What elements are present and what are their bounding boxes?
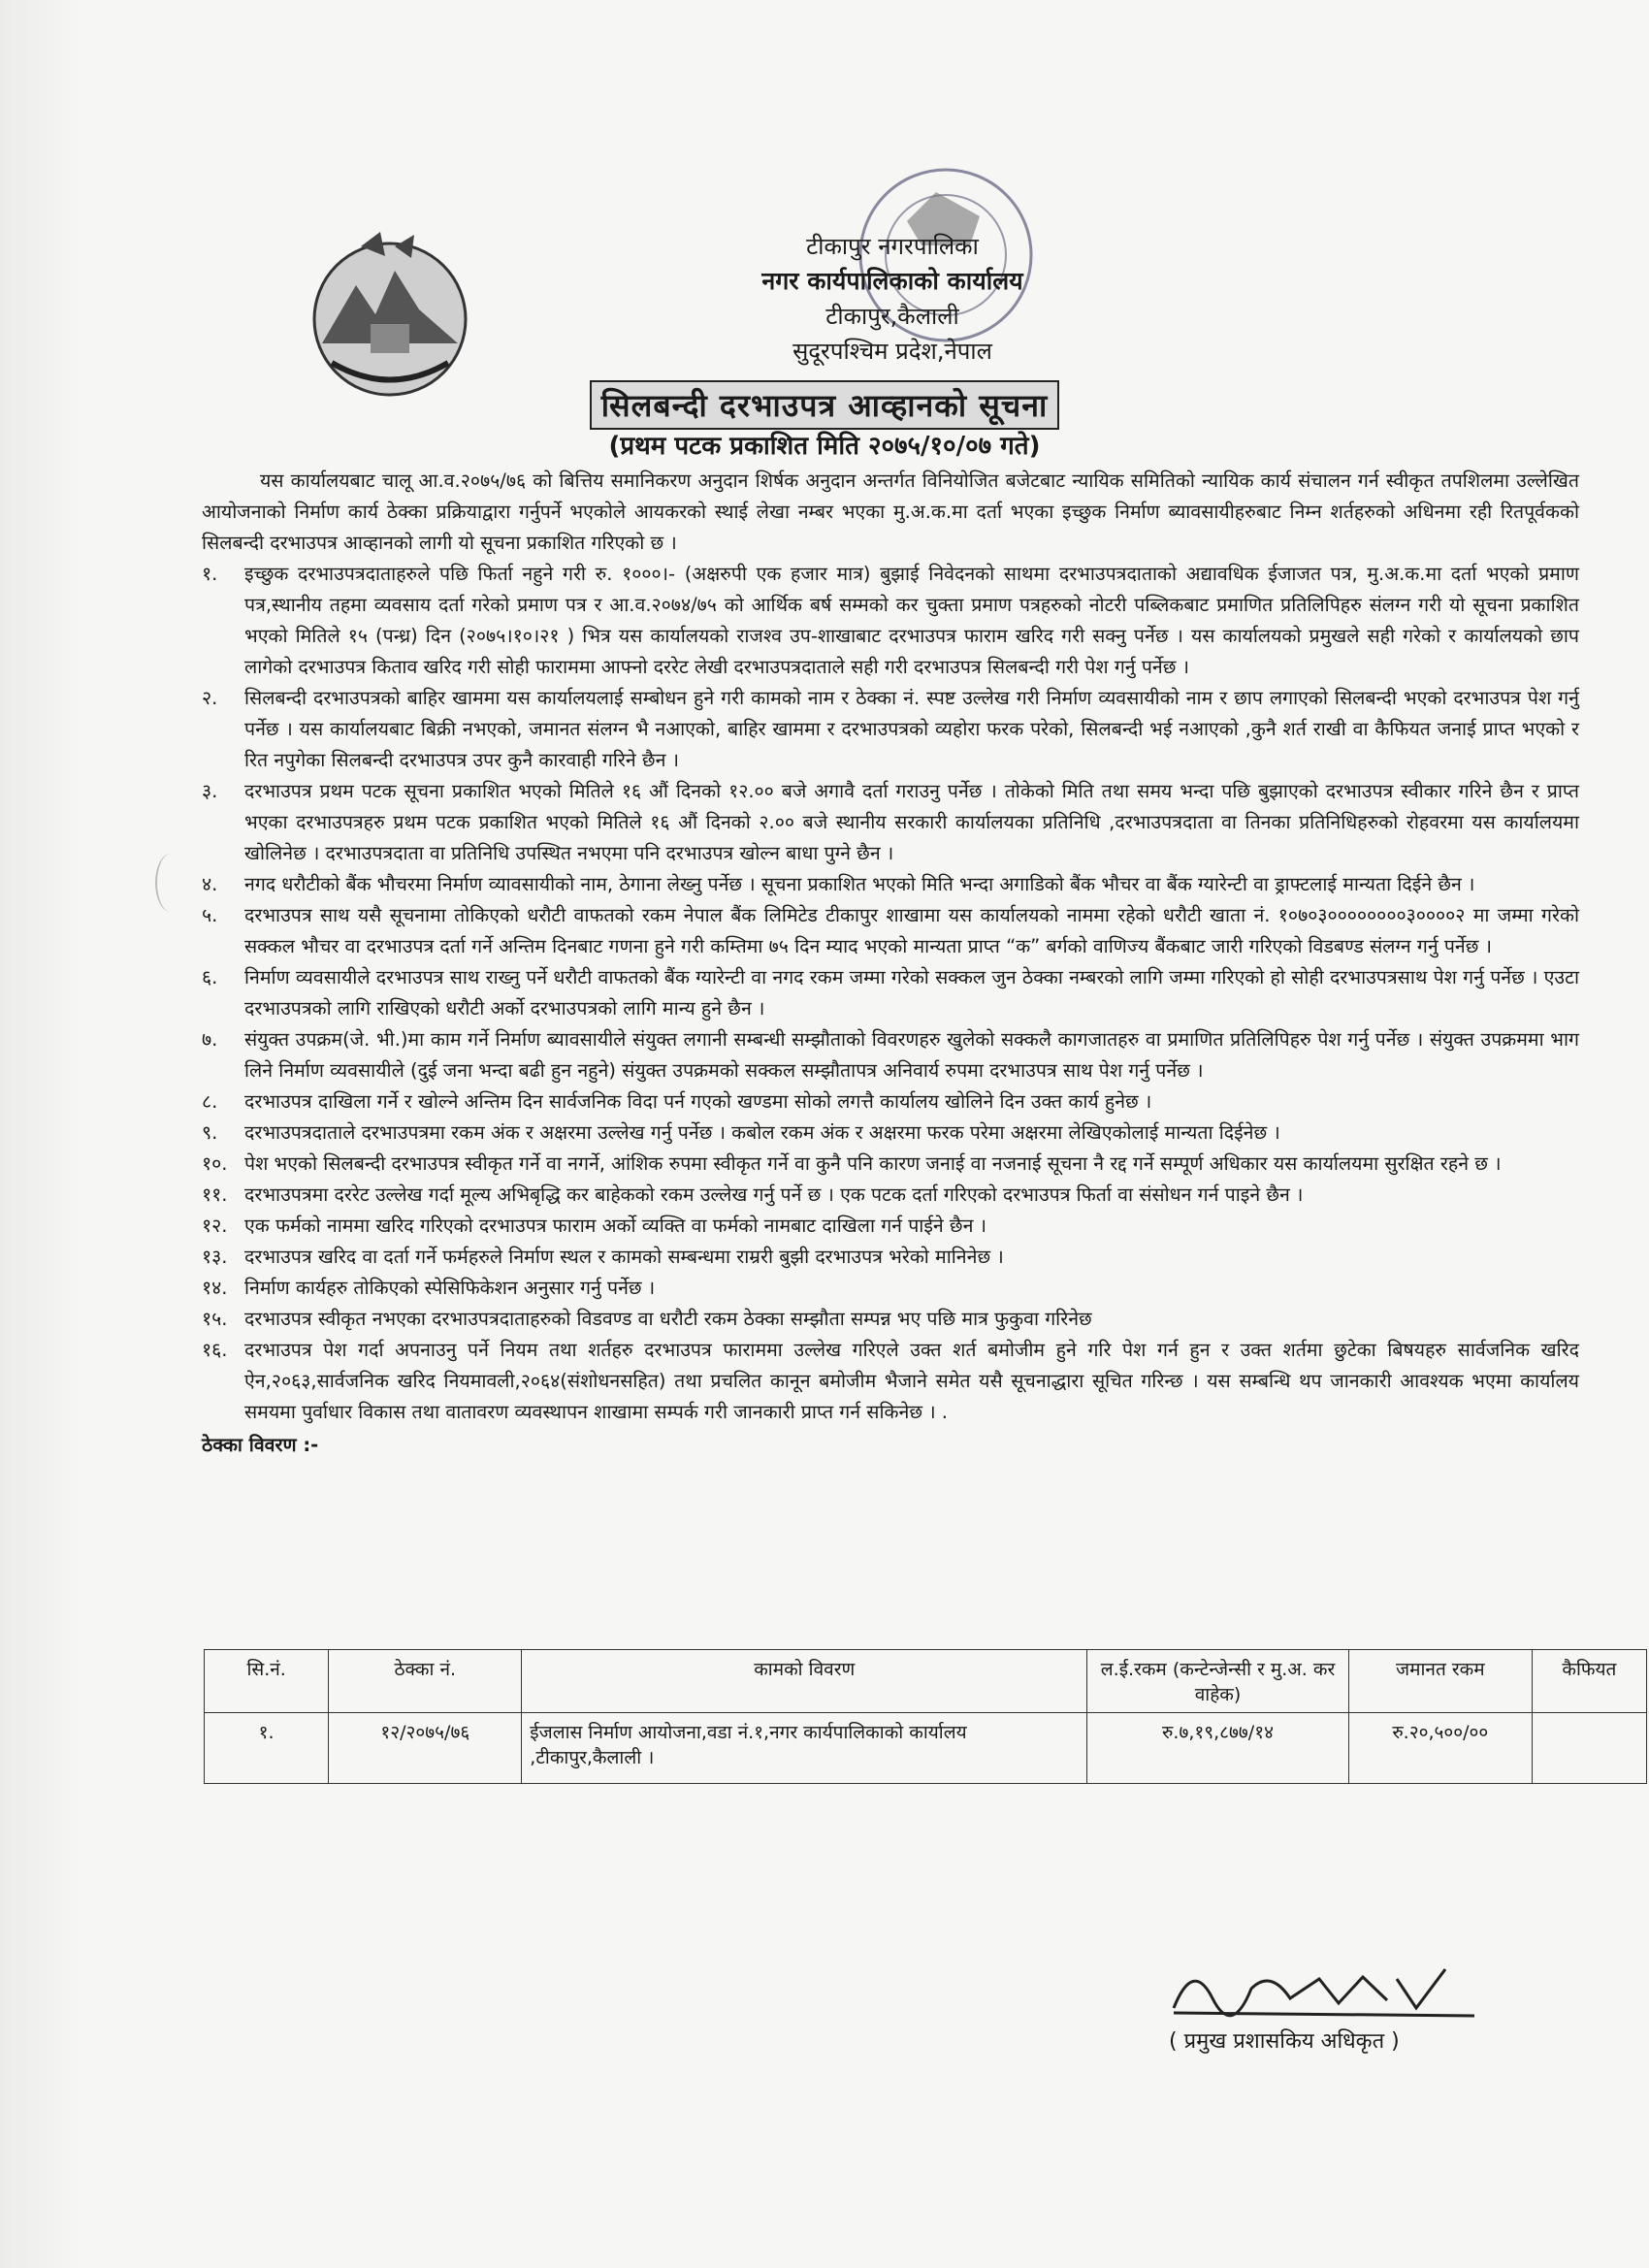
condition-item	[202, 1086, 1579, 1118]
condition-item	[202, 1304, 1579, 1335]
province-country: सुदूरपश्चिम प्रदेश,नेपाल	[792, 338, 992, 365]
condition-text: दरभाउपत्र खरिद वा दर्ता गर्ने फर्महरुले निर्माण स्थल र कामको सम्बन्धमा राम्ररी बुझी दरभाउपत्र भरेको मानिनेछ ।	[244, 1246, 1004, 1268]
col-header-remarks: कैफियत	[1532, 1650, 1646, 1713]
condition-item	[202, 1242, 1579, 1273]
condition-number: ५.	[202, 904, 218, 926]
cell-estimate: रु.७,१९,८७७/१४	[1087, 1713, 1349, 1784]
condition-text: निर्माण व्यवसायीले दरभाउपत्र साथ राख्नु पर्ने धरौटी वाफतको बैंक ग्यारेन्टी वा नगद रकम जम्मा गरेको सक्कल जुन ठेक्का नम्बरको लागि जम्मा गरिएको हो सोही दरभाउपत्रसाथ पेश गर्नु पर्नेछ । एउटा दरभाउपत्रको लागि राखिएको धरौटी अर्को दरभाउपत्रको लागि मान्य हुने छैन ।	[244, 966, 1579, 1020]
condition-number: १.	[202, 563, 218, 585]
notice-body	[202, 466, 1579, 1461]
cell-security: रु.२०,५००/००	[1348, 1713, 1532, 1784]
condition-item	[202, 1211, 1579, 1242]
condition-text: दरभाउपत्र प्रथम पटक सूचना प्रकाशित भएको मितिले १६ औं दिनको १२.०० बजे अगावै दर्ता गराउनु पर्नेछ । तोकेको मिति तथा समय भन्दा पछि बुझाएको दरभाउपत्र स्वीकार गरिने छैन र प्राप्त भएका दरभाउपत्रहरु प्रथम पटक प्रकाशित भएको मितिले १६ औं दिनको २.०० बजे स्थानीय सरकारी कार्यालयका प्रतिनिधि ,दरभाउपत्रदाता वा तिनका प्रतिनिधिहरुको रोहवरमा यस कार्यालयमा खोलिनेछ । दरभाउपत्रदाता वा प्रतिनिधि उपस्थित नभएमा पनि दरभाउपत्र खोल्न बाधा पुग्ने छैन ।	[244, 780, 1579, 864]
condition-text: निर्माण कार्यहरु तोकिएको स्पेसिफिकेशन अनुसार गर्नु पर्नेछ ।	[244, 1277, 656, 1299]
condition-text: दरभाउपत्र पेश गर्दा अपनाउनु पर्ने नियम तथा शर्तहरु दरभाउपत्र फाराममा उल्लेख गरिएले उक्त शर्त बमोजीम हुने गरि पेश गर्न हुन र उक्त शर्तमा छुटेका बिषयहरु सार्वजनिक खरिद ऐन,२०६३,सार्वजनिक खरिद नियमावली,२०६४(संशोधनसहित) तथा प्रचलित कानून बमोजीम भैजाने समेत यसै सूचनाद्धारा सूचित गरिन्छ । यस सम्बन्धि थप जानकारी आवश्यक भएमा कार्यालय समयमा पुर्वाधार विकास तथा वातावरण व्यवस्थापन शाखामा सम्पर्क गरी जानकारी प्राप्त गर्न सकिनेछ । .	[244, 1339, 1579, 1423]
condition-item	[202, 869, 1579, 900]
nepal-emblem-icon	[303, 227, 477, 402]
cell-remarks	[1532, 1713, 1646, 1784]
col-header-sn: सि.नं.	[205, 1650, 329, 1713]
scan-edge	[0, 0, 83, 2268]
table-header-row	[205, 1650, 1647, 1713]
condition-number: ७.	[202, 1028, 218, 1051]
table-row	[205, 1713, 1647, 1784]
punch-hole	[155, 854, 186, 912]
condition-number: १५.	[202, 1308, 228, 1330]
condition-number: ६.	[202, 966, 218, 988]
condition-item	[202, 1118, 1579, 1149]
cell-sn: १.	[205, 1713, 329, 1784]
condition-number: ४.	[202, 873, 218, 895]
condition-item	[202, 962, 1579, 1024]
condition-number: १६.	[202, 1339, 228, 1361]
condition-item	[202, 1273, 1579, 1304]
title-box	[0, 380, 1649, 430]
contract-details-table	[204, 1649, 1647, 1784]
condition-item	[202, 1180, 1579, 1211]
office-location: टीकापुर,कैलाली	[825, 303, 959, 330]
condition-text: दरभाउपत्रमा दररेट उल्लेख गर्दा मूल्य अभिबृद्धि कर बाहेकको रकम उल्लेख गर्नु पर्ने छ । एक पटक दर्ता गरिएको दरभाउपत्र फिर्ता वा संसोधन गर्न पाइने छैन ।	[244, 1183, 1304, 1206]
condition-text: एक फर्मको नाममा खरिद गरिएको दरभाउपत्र फाराम अर्को व्यक्ति वा फर्मको नामबाट दाखिला गर्न पाईने छैन ।	[244, 1215, 987, 1237]
condition-number: ८.	[202, 1090, 218, 1113]
col-header-contract-no: ठेक्का नं.	[329, 1650, 522, 1713]
municipality-name: टीकापुर नगरपालिका	[806, 233, 979, 260]
condition-number: १३.	[202, 1246, 228, 1268]
condition-text: नगद धरौटीको बैंक भौचरमा निर्माण व्यावसायीको नाम, ठेगाना लेख्नु पर्नेछ । सूचना प्रकाशित भएको मिति भन्दा अगाडिको बैंक भौचर वा बैंक ग्यारेन्टी वा ड्राफ्टलाई मान्यता दिईने छैन ।	[244, 873, 1475, 895]
col-header-security: जमानत रकम	[1348, 1650, 1532, 1713]
office-header	[601, 229, 1183, 369]
conditions-list	[202, 559, 1579, 1428]
condition-number: १०.	[202, 1152, 228, 1175]
condition-text: इच्छुक दरभाउपत्रदाताहरुले पछि फिर्ता नहुने गरी रु. १०००।- (अक्षरुपी एक हजार मात्र) बुझाई निवेदनको साथमा दरभाउपत्रदाताको अद्यावधिक ईजाजत पत्र, मु.अ.क.मा दर्ता भएको प्रमाण पत्र,स्थानीय तहमा व्यवसाय दर्ता गरेको प्रमाण पत्र र आ.व.२०७४/७५ को आर्थिक बर्ष सम्मको कर चुक्ता प्रमाण पत्रहरुको नोटरी पब्लिकबाट प्रमाणित प्रतिलिपिहरु संलग्न गरी यो सूचना प्रकाशित भएको मितिले १५ (पन्ध्र) दिन (२०७५।१०।२१ ) भित्र यस कार्यालयको राजश्व उप-शाखाबाट दरभाउपत्र फाराम खरिद गरी सक्नु पर्नेछ । यस कार्यालयको प्रमुखले सही गरेको र कार्यालयको छाप लागेको दरभाउपत्र किताव खरिद गरी सोही फाराममा आफ्नो दररेट लेखी दरभाउपत्रदाताले सही गरी दरभाउपत्र सिलबन्दी गरी पेश गर्नु पर्नेछ ।	[244, 563, 1579, 678]
condition-number: ११.	[202, 1183, 228, 1206]
condition-item	[202, 1335, 1579, 1428]
condition-item	[202, 559, 1579, 683]
col-header-description: कामको विवरण	[522, 1650, 1087, 1713]
cell-contract-no: १२/२०७५/७६	[329, 1713, 522, 1784]
condition-text: दरभाउपत्र दाखिला गर्ने र खोल्ने अन्तिम दिन सार्वजनिक विदा पर्न गएको खण्डमा सोको लगत्तै कार्यालय खोलिने दिन उक्त कार्य हुनेछ ।	[244, 1090, 1152, 1113]
cell-description: ईजलास निर्माण आयोजना,वडा नं.१,नगर कार्यपालिकाको कार्यालय ,टीकापुर,कैलाली ।	[522, 1713, 1087, 1784]
intro-paragraph: यस कार्यालयबाट चालू आ.व.२०७५/७६ को बित्तिय समानिकरण अनुदान शिर्षक अनुदान अन्तर्गत विनियोजित बजेटबाट न्यायिक समितिको न्यायिक कार्य संचालन गर्न स्वीकृत तपशिलमा उल्लेखित आयोजनाको निर्माण कार्य ठेक्का प्रक्रियाद्वारा गर्नुपर्ने भएकोले आयकरको स्थाई लेखा नम्बर भएका मु.अ.क.मा दर्ता भएका इच्छुक निर्माण ब्यावसायीहरुबाट निम्न शर्तहरुको अधिनमा रही रितपूर्वकको सिलबन्दी दरभाउपत्र आव्हानको लागी यो सूचना प्रकाशित गरिएको छ ।	[202, 470, 1579, 554]
notice-title: सिलबन्दी दरभाउपत्र आव्हानको सूचना	[590, 380, 1060, 430]
condition-item	[202, 1024, 1579, 1086]
condition-number: १२.	[202, 1215, 228, 1237]
condition-number: ३.	[202, 780, 218, 802]
condition-text: संयुक्त उपक्रम(जे. भी.)मा काम गर्ने निर्माण ब्यावसायीले संयुक्त लगानी सम्बन्धी सम्झौताको विवरणहरु खुलेको सक्कलै कागजातहरु वा प्रमाणित प्रतिलिपिहरु पेश गर्नु पर्नेछ । संयुक्त उपक्रममा भाग लिने निर्माण व्यवसायीले (दुई जना भन्दा बढी हुन नहुने) संयुक्त उपक्रमको सक्कल सम्झौतापत्र अनिवार्य रुपमा दरभाउपत्र साथ पेश गर्नु पर्नेछ ।	[244, 1028, 1579, 1082]
details-label: ठेक्का विवरण :-	[202, 1434, 319, 1456]
condition-item	[202, 776, 1579, 869]
condition-item	[202, 683, 1579, 776]
condition-number: ९.	[202, 1121, 218, 1144]
condition-number: १४.	[202, 1277, 228, 1299]
condition-text: दरभाउपत्रदाताले दरभाउपत्रमा रकम अंक र अक्षरमा उल्लेख गर्नु पर्नेछ । कबोल रकम अंक र अक्षरमा फरक परेमा अक्षरमा लेखिएकोलाई मान्यता दिईनेछ ।	[244, 1121, 1280, 1144]
designation-label: ( प्रमुख प्रशासकिय अधिकृत )	[1169, 2029, 1400, 2054]
condition-text: पेश भएको सिलबन्दी दरभाउपत्र स्वीकृत गर्ने वा नगर्ने, आंशिक रुपमा स्वीकृत गर्ने वा कुनै पनि कारण जनाई वा नजनाई सूचना नै रद्द गर्ने सम्पूर्ण अधिकार यस कार्यालयमा सुरक्षित रहने छ ।	[244, 1152, 1502, 1175]
condition-number: २.	[202, 687, 218, 709]
condition-text: दरभाउपत्र साथ यसै सूचनामा तोकिएको धरौटी वाफतको रकम नेपाल बैंक लिमिटेड टीकापुर शाखामा यस कार्यालयको नाममा रहेको धरौटी खाता नं. १०७०३००००००००३००००२ मा जम्मा गरेको सक्कल भौचर वा दरभाउपत्र दर्ता गर्ने अन्तिम दिनबाट गणना हुने गरी कम्तिमा ७५ दिन म्याद भएको मान्यता प्राप्त “क” बर्गको वाणिज्य बैंकबाट जारी गरिएको विडबण्ड संलग्न गर्नु पर्नेछ ।	[244, 904, 1579, 957]
col-header-estimate: ल.ई.रकम (कन्टेन्जेन्सी र मु.अ. कर वाहेक)	[1087, 1650, 1349, 1713]
condition-text: सिलबन्दी दरभाउपत्रको बाहिर खाममा यस कार्यालयलाई सम्बोधन हुने गरी कामको नाम र ठेक्का नं. स्पष्ट उल्लेख गरी निर्माण व्यवसायीको नाम र छाप लगाएको सिलबन्दी भएको दरभाउपत्र पेश गर्नु पर्नेछ । यस कार्यालयबाट बिक्री नभएको, जमानत संलग्न भै नआएको, बाहिर खाममा र दरभाउपत्रको व्यहोरा फरक परेको, सिलबन्दी भई नआएको ,कुनै शर्त राखी वा कैफियत जनाई प्राप्त भएको र रित नपुगेका सिलबन्दी दरभाउपत्र उपर कुनै कारवाही गरिने छैन ।	[244, 687, 1579, 771]
notice-subtitle: (प्रथम पटक प्रकाशित मिति २०७५/१०/०७ गते)	[608, 432, 1041, 461]
condition-item	[202, 1149, 1579, 1180]
condition-text: दरभाउपत्र स्वीकृत नभएका दरभाउपत्रदाताहरुको विडवण्ड वा धरौटी रकम ठेक्का सम्झौता सम्पन्न भए पछि मात्र फुकुवा गरिनेछ	[244, 1308, 1092, 1330]
condition-item	[202, 900, 1579, 962]
office-name: नगर कार्यपालिकाको कार्यालय	[761, 267, 1023, 295]
